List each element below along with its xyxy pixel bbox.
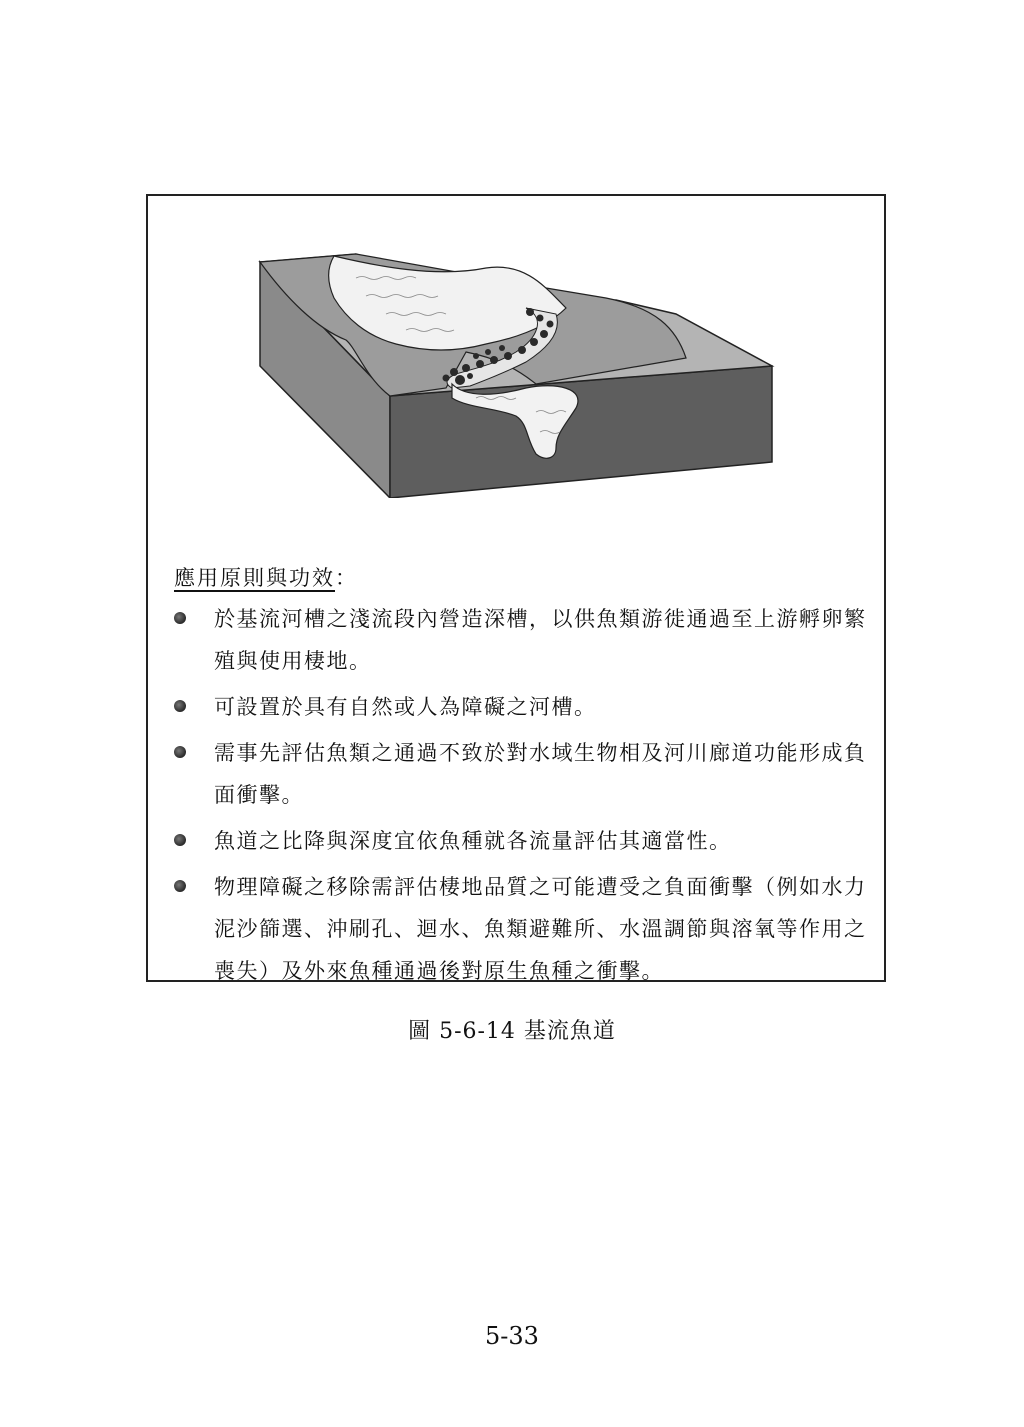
list-item-text: 魚道之比降與深度宜依魚種就各流量評估其適當性。 [214,829,732,853]
bullet-dot-icon [174,834,186,846]
list-item [174,866,874,992]
baseflow-fishway-illustration [256,248,776,498]
bullet-dot-icon [174,746,186,758]
list-item-text: 物理障礙之移除需評估棲地品質之可能遭受之負面衝擊（例如水力泥沙篩選、沖刷孔、迴水、魚類避難所、水溫調節與溶氧等作用之喪失）及外來魚種通過後對原生魚種之衝擊。 [214,875,867,983]
list-item-text: 可設置於具有自然或人為障礙之河槽。 [214,695,597,719]
list-item-text: 於基流河槽之淺流段內營造深槽，以供魚類游徙通過至上游孵卵繁殖與使用棲地。 [214,607,867,673]
figure-caption: 圖 5-6-14 基流魚道 [408,1019,616,1044]
list-item [174,820,874,862]
principles-heading-text: 應用原則與功效 [174,566,335,590]
principles-list [174,598,874,996]
list-item-text: 需事先評估魚類之通過不致於對水域生物相及河川廊道功能形成負面衝擊。 [214,741,867,807]
bullet-dot-icon [174,880,186,892]
bullet-dot-icon [174,700,186,712]
list-item [174,598,874,682]
figure-frame [146,194,886,982]
bullet-dot-icon [174,612,186,624]
list-item [174,732,874,816]
list-item [174,686,874,728]
page-number: 5-33 [485,1322,539,1350]
principles-heading-colon: ： [335,566,358,590]
principles-heading [174,562,358,592]
